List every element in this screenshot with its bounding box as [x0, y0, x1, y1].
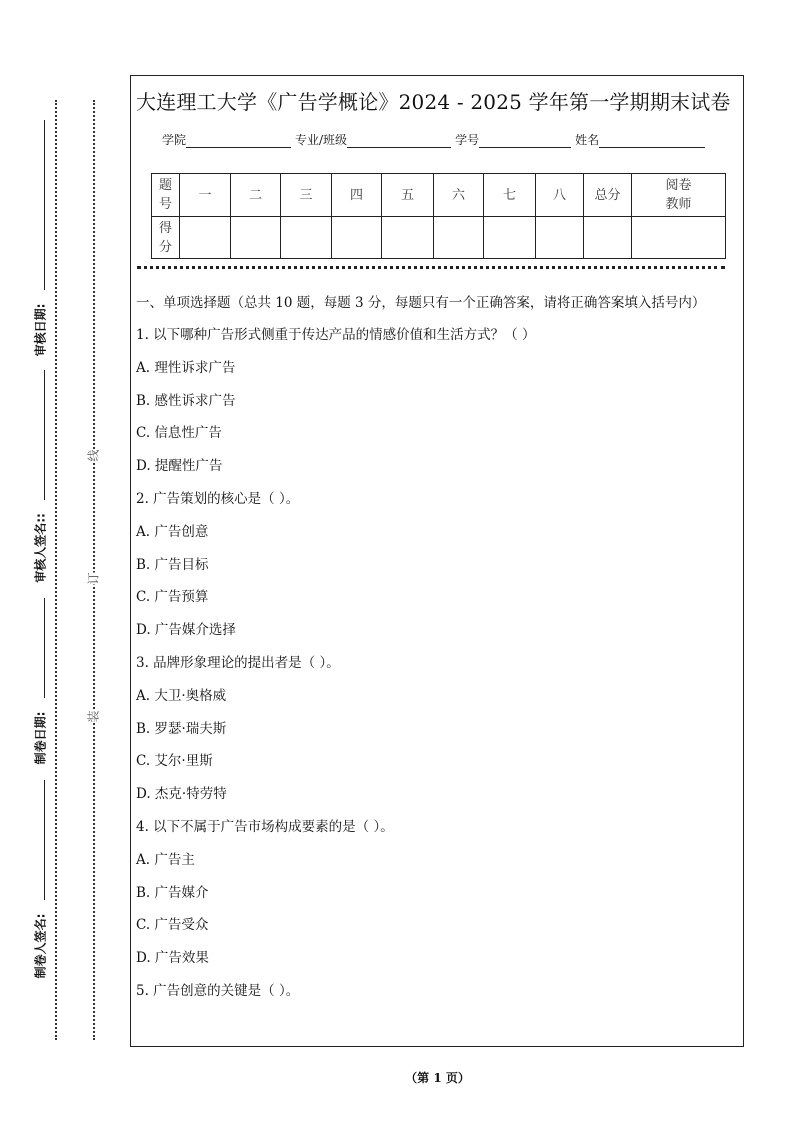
answer-option: D. 广告效果	[136, 950, 209, 967]
score-cell[interactable]	[231, 217, 281, 259]
answer-option: C. 广告受众	[136, 917, 209, 934]
score-cell[interactable]	[382, 217, 434, 259]
bind-char-zhuang: 装	[86, 710, 101, 723]
reviewer-sign-line	[44, 370, 45, 500]
question-body	[136, 292, 736, 1013]
review-date-line	[44, 120, 45, 290]
col-header: 总分	[584, 174, 632, 217]
section-heading: 一、单项选择题（总共 10 题，每题 3 分，每题只有一个正确答案，请将正确答案填入括号内）	[136, 295, 706, 311]
divider-dotted	[137, 266, 725, 269]
col-header: 八	[536, 174, 584, 217]
question-stem: 5. 广告创意的关键是（ ）。	[136, 982, 300, 999]
seal-dotted-line-inner	[93, 100, 95, 1040]
col-header: 一	[180, 174, 231, 217]
score-cell[interactable]	[584, 217, 632, 259]
col-header: 二	[231, 174, 281, 217]
major-label: 专业/班级	[295, 133, 348, 147]
score-cell[interactable]	[332, 217, 382, 259]
answer-option: C. 信息性广告	[136, 425, 222, 442]
student-id-label: 学号	[455, 133, 480, 147]
name-field[interactable]	[599, 133, 705, 148]
review-date-label: 审核日期:	[33, 303, 48, 357]
col-header: 六	[434, 174, 484, 217]
score-table	[151, 173, 726, 259]
answer-option: B. 感性诉求广告	[136, 392, 236, 409]
col-header: 四	[332, 174, 382, 217]
answer-option: B. 广告目标	[136, 556, 209, 573]
answer-option: C. 艾尔·里斯	[136, 753, 213, 770]
answer-option: D. 杰克·特劳特	[136, 786, 227, 803]
col-header: 五	[382, 174, 434, 217]
score-cell[interactable]	[281, 217, 332, 259]
answer-option: A. 大卫·奥格威	[136, 687, 227, 704]
student-id-field[interactable]	[479, 133, 571, 148]
question-stem: 4. 以下不属于广告市场构成要素的是（ ）。	[136, 818, 394, 835]
name-label: 姓名	[575, 133, 600, 147]
score-cell[interactable]	[484, 217, 536, 259]
maker-date-line	[44, 598, 45, 698]
college-field[interactable]	[186, 133, 291, 148]
col-header: 三	[281, 174, 332, 217]
reviewer-sign-label: 审核人签名::	[33, 513, 48, 583]
answer-option: D. 广告媒介选择	[136, 622, 236, 639]
question-stem: 2. 广告策划的核心是（ ）。	[136, 490, 300, 507]
row-label-question: 题号	[152, 174, 180, 217]
score-cell[interactable]	[536, 217, 584, 259]
page-number: （第 1 页）	[405, 1071, 470, 1085]
major-field[interactable]	[347, 133, 451, 148]
score-cell[interactable]	[180, 217, 231, 259]
col-header: 阅卷教师	[632, 174, 726, 217]
maker-sign-label: 制卷人签名:	[33, 913, 48, 979]
answer-option: D. 提醒性广告	[136, 458, 223, 475]
answer-option: C. 广告预算	[136, 589, 209, 606]
score-cell[interactable]	[434, 217, 484, 259]
student-info-row	[162, 131, 709, 148]
maker-date-label: 制卷日期:	[33, 711, 48, 765]
question-stem: 1. 以下哪种广告形式侧重于传达产品的情感价值和生活方式？（ ）	[136, 327, 536, 343]
col-header: 七	[484, 174, 536, 217]
answer-option: A. 理性诉求广告	[136, 359, 236, 376]
bind-char-xian: 线	[86, 449, 101, 462]
question-stem: 3. 品牌形象理论的提出者是（ ）。	[136, 654, 340, 671]
college-label: 学院	[162, 133, 187, 147]
maker-sign-line	[44, 780, 45, 900]
answer-option: A. 广告创意	[136, 523, 209, 540]
bind-char-ding: 订	[86, 572, 101, 585]
answer-option: B. 广告媒介	[136, 884, 209, 901]
answer-option: B. 罗瑟·瑞夫斯	[136, 720, 227, 737]
row-label-score: 得分	[152, 217, 180, 259]
score-cell[interactable]	[632, 217, 726, 259]
answer-option: A. 广告主	[136, 851, 195, 868]
seal-dotted-line-outer	[55, 100, 57, 1040]
exam-title: 大连理工大学《广告学概论》2024 - 2025 学年第一学期期末试卷	[136, 90, 731, 114]
